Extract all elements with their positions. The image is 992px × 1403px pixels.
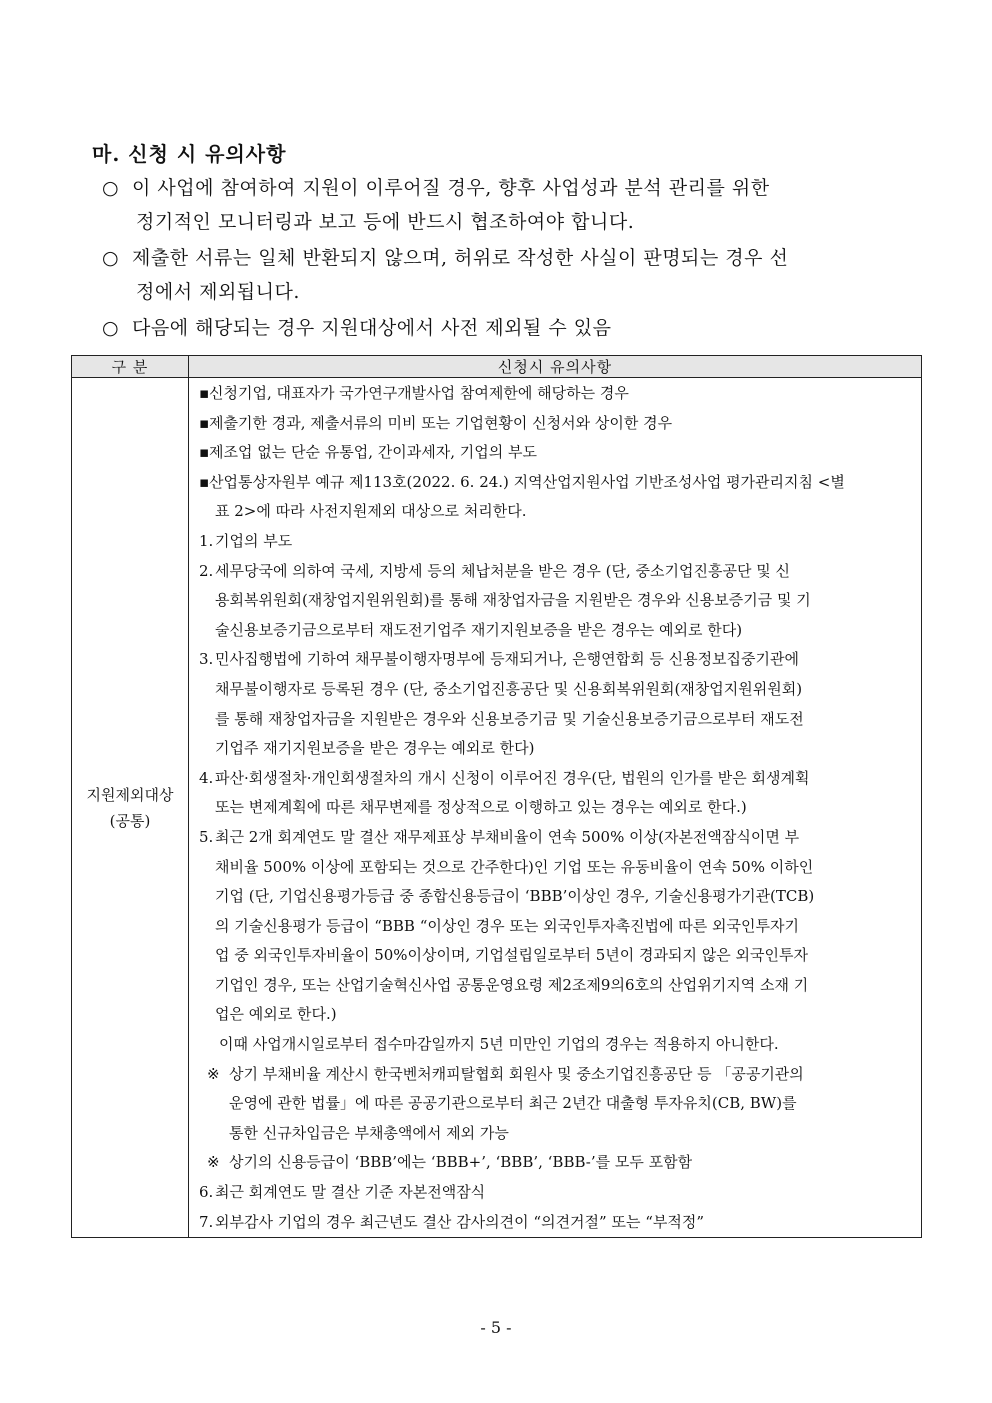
numbered-item-cont: 채무불이행자로 등록된 경우 (단, 중소기업진흥공단 및 신용회복위원회(재창업지원위원회) — [215, 679, 803, 698]
numbered-item-cont: 술신용보증기금으로부터 재도전기업주 재기지원보증을 받은 경우는 예외로 한다) — [215, 620, 743, 639]
numbered-item: 5. 최근 2개 회계연도 말 결산 재무제표상 부채비율이 연속 500% 이상(자본전액잠식이면 부 — [199, 827, 800, 846]
header-category: 구 분 — [72, 356, 189, 378]
circle-bullet-icon: ○ — [102, 247, 120, 269]
reference-note-cont: 운영에 관한 법률」에 따른 공공기관으로부터 최근 2년간 대출형 투자유치(CB, BW)를 — [229, 1094, 797, 1113]
numbered-item-cont: 기업 (단, 기업신용평가등급 중 종합신용등급이 ‘BBB’이상인 경우, 기술신용평가기관(TCB) — [215, 887, 815, 906]
bullet-text-cont: 정에서 제외됩니다. — [136, 281, 300, 303]
numbered-item-cont: 채비율 500% 이상에 포함되는 것으로 간주한다)인 기업 또는 유동비율이 연속 50% 이하인 — [215, 857, 814, 876]
notes-cell — [189, 378, 922, 1238]
notice-bullet-3 — [102, 311, 924, 345]
numbered-item: 6. 최근 회계연도 말 결산 기준 자본전액잠식 — [199, 1183, 486, 1202]
numbered-item: 2. 세무당국에 의하여 국세, 지방세 등의 체납처분을 받은 경우 (단, 중소기업진흥공단 및 신 — [199, 561, 790, 580]
reference-mark-icon: ※ — [207, 1153, 220, 1172]
reference-note: ※ 상기 부채비율 계산시 한국벤처캐피탈협회 회원사 및 중소기업진흥공단 등 「공공기관의 — [199, 1060, 915, 1090]
numbered-item-cont: 또는 변제계획에 따른 채무변제를 정상적으로 이행하고 있는 경우는 예외로 한다.) — [215, 798, 747, 817]
bullet-text: 제출한 서류는 일체 반환되지 않으며, 허위로 작성한 사실이 판명되는 경우 선 — [132, 247, 789, 269]
page-number: - 5 - — [480, 1318, 512, 1337]
notice-bullet-2 — [102, 241, 924, 309]
numbered-item: 7. 외부감사 기업의 경우 최근년도 결산 감사의견이 “의견거절” 또는 “부적정” — [199, 1212, 705, 1231]
circle-bullet-icon: ○ — [102, 317, 120, 339]
table-row — [72, 378, 922, 1238]
numbered-item-cont: 의 기술신용평가 등급이 “BBB “이상인 경우 또는 외국인투자촉진법에 따른 외국인투자기 — [215, 916, 799, 935]
numbered-item-cont: 를 통해 재창업자금을 지원받은 경우와 신용보증기금 및 기술신용보증기금으로부터 재도전 — [215, 709, 804, 728]
reference-note: ※ 상기의 신용등급이 ‘BBB’에는 ‘BBB+’, ‘BBB’, ‘BBB-’를 모두 포함함 — [199, 1148, 915, 1178]
square-bullet-icon: ▪ — [199, 472, 210, 491]
category-sublabel: (공통) — [109, 811, 151, 830]
table-header-row — [72, 356, 922, 378]
square-bullet-icon: ▪ — [199, 384, 210, 402]
numbered-item-cont: 기업인 경우, 또는 산업기술혁신사업 공통운영요령 제2조제9의6호의 산업위기지역 소재 기 — [215, 975, 809, 994]
bullet-text-cont: 정기적인 모니터링과 보고 등에 반드시 협조하여야 합니다. — [136, 211, 635, 233]
list-item-cont: 표 2>에 따라 사전지원제외 대상으로 처리한다. — [215, 502, 527, 521]
square-bullet-icon: ▪ — [199, 443, 210, 462]
category-label: 지원제외대상 — [86, 785, 174, 804]
bullet-text: 이 사업에 참여하여 지원이 이루어질 경우, 향후 사업성과 분석 관리를 위한 — [132, 177, 770, 199]
notice-bullet-1 — [102, 171, 924, 239]
category-cell — [72, 378, 189, 1238]
list-item: ▪제출기한 경과, 제출서류의 미비 또는 기업현황이 신청서와 상이한 경우 — [199, 409, 915, 439]
exclusion-table — [71, 355, 922, 1238]
square-bullet-icon: ▪ — [199, 413, 210, 432]
numbered-item: 1. 기업의 부도 — [199, 531, 293, 550]
numbered-item-cont: 기업주 재기지원보증을 받은 경우는 예외로 한다) — [215, 739, 535, 758]
numbered-item: 4. 파산·회생절차·개인회생절차의 개시 신청이 이루어진 경우(단, 법원의 인가를 받은 회생계획 — [199, 768, 810, 787]
numbered-item: 3. 민사집행법에 기하여 채무불이행자명부에 등재되거나, 은행연합회 등 신용정보집중기관에 — [199, 650, 800, 669]
numbered-item-cont: 업 중 외국인투자비율이 50%이상이며, 기업설립일로부터 5년이 경과되지 않은 외국인투자 — [215, 946, 808, 965]
list-item: ▪산업통상자원부 예규 제113호(2022. 6. 24.) 지역산업지원사업 기반조성사업 평가관리지침 <별 — [199, 468, 915, 498]
bullet-text: 다음에 해당되는 경우 지원대상에서 사전 제외될 수 있음 — [132, 317, 612, 339]
list-item: ▪신청기업, 대표자가 국가연구개발사업 참여제한에 해당하는 경우 — [199, 379, 915, 409]
circle-bullet-icon: ○ — [102, 177, 120, 199]
header-notes: 신청시 유의사항 — [189, 356, 922, 378]
numbered-item-cont: 업은 예외로 한다.) — [215, 1005, 337, 1024]
section-title: 마. 신청 시 유의사항 — [92, 142, 287, 166]
reference-note-cont: 통한 신규차입금은 부채총액에서 제외 가능 — [229, 1123, 509, 1142]
numbered-item-cont: 용회복위원회(재창업지원위원회)를 통해 재창업자금을 지원받은 경우와 신용보증기금 및 기 — [215, 591, 811, 610]
note-line: 이때 사업개시일로부터 접수마감일까지 5년 미만인 기업의 경우는 적용하지 아니한다. — [219, 1035, 779, 1054]
reference-mark-icon: ※ — [207, 1064, 220, 1083]
list-item: ▪제조업 없는 단순 유통업, 간이과세자, 기업의 부도 — [199, 438, 915, 468]
